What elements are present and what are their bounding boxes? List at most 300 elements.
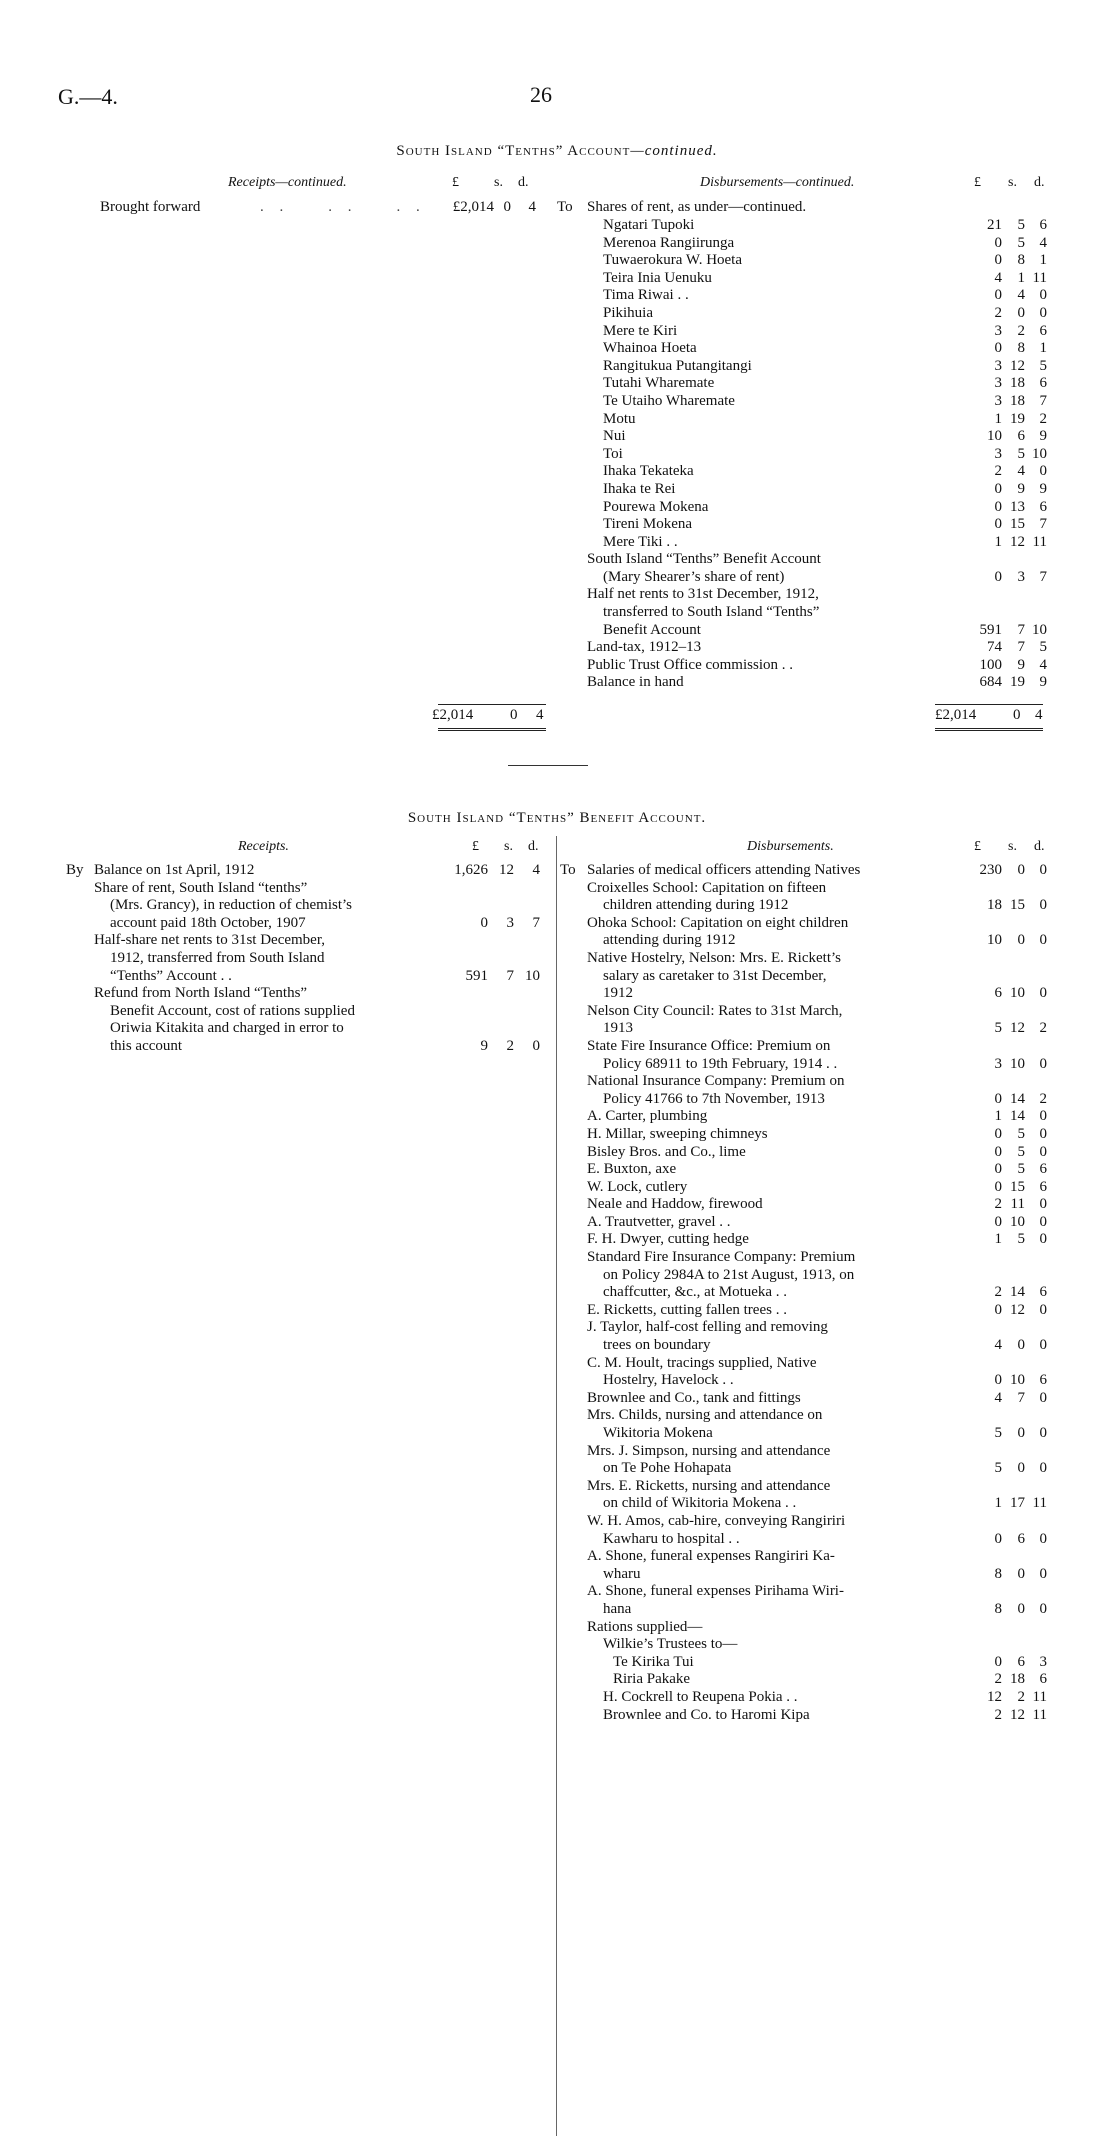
amount-pounds: 0	[994, 287, 1002, 304]
ledger-label: “Tenths” Account . .	[110, 967, 232, 984]
amount-shillings: 19	[1010, 410, 1025, 427]
ledger-label: Mrs. E. Ricketts, nursing and attendance	[587, 1477, 831, 1494]
ledger-line	[587, 1372, 1047, 1390]
amount-pounds: 0	[994, 1143, 1002, 1160]
ledger-line	[587, 1460, 1047, 1478]
amount-pounds: 0	[994, 1213, 1002, 1230]
ledger-label: Mrs. Childs, nursing and attendance on	[587, 1407, 823, 1424]
section2-receipts	[94, 862, 546, 1056]
amount-shillings: 5	[1017, 217, 1025, 233]
amount-shillings: 8	[1017, 340, 1025, 357]
ledger-label: Kawharu to hospital . .	[603, 1530, 740, 1547]
amount-shillings: 6	[1017, 428, 1025, 445]
amount-shillings: 10	[1010, 985, 1025, 1002]
ledger-label: Tuwaerokura W. Hoeta	[603, 252, 743, 269]
amount-shillings: 10	[1010, 1055, 1025, 1072]
ledger-label: Wikitoria Mokena	[603, 1425, 713, 1441]
amount-shillings: 10	[1010, 1213, 1025, 1230]
amount-shillings: 3	[1017, 568, 1025, 585]
amount-pence: 4	[528, 199, 536, 215]
ledger-label: Ngatari Tupoki	[603, 217, 695, 233]
ledger-line	[587, 1636, 1042, 1654]
amount-pounds: 100	[979, 656, 1002, 673]
amount-pounds: 0	[994, 516, 1002, 533]
amount-pence: 10	[1032, 445, 1047, 462]
ledger-line	[587, 1565, 1047, 1584]
amount-pounds: 0	[994, 480, 1002, 497]
ledger-label: Merenoa Rangiirunga	[603, 234, 735, 251]
amount-shillings: 5	[1017, 1231, 1025, 1248]
amount-pounds: 1	[994, 1495, 1002, 1512]
ledger-label: Riria Pakake	[613, 1671, 691, 1688]
ledger-label: Tima Riwai . .	[603, 287, 689, 304]
ledger-line	[587, 568, 1047, 587]
ledger-label: on Te Pohe Hohapata	[603, 1460, 732, 1477]
ledger-line	[587, 1495, 1047, 1513]
ledger-label: Half net rents to 31st December, 1912,	[587, 586, 819, 603]
ledger-line	[587, 1319, 1042, 1337]
ledger-line	[587, 392, 1047, 411]
amount-pounds: 1	[994, 1231, 1002, 1248]
page-number: 26	[530, 82, 552, 107]
amount-shillings: 12	[1010, 1706, 1025, 1723]
amount-pounds: 0	[994, 1653, 1002, 1670]
ledger-label: Balance on 1st April, 1912	[94, 862, 255, 878]
ledger-line	[587, 304, 1047, 323]
amount-pence: 6	[1039, 322, 1047, 339]
currency-shilling: s.	[504, 839, 513, 854]
amount-shillings: 1	[1017, 269, 1025, 286]
ledger-label: H. Millar, sweeping chimneys	[587, 1125, 768, 1142]
amount-pence: 0	[1039, 985, 1047, 1002]
ledger-line	[587, 1073, 1042, 1091]
ledger-line	[587, 915, 1042, 933]
currency-shilling: s.	[494, 175, 503, 190]
section1-disb-intro	[587, 199, 806, 217]
amount-shillings: 4	[1017, 287, 1025, 304]
ledger-line	[587, 1231, 1047, 1249]
ledger-label: E. Buxton, axe	[587, 1161, 677, 1178]
amount-shillings: 6	[1017, 1653, 1025, 1670]
amount-pounds: 5	[994, 1425, 1002, 1441]
amount-pence: 9	[1039, 674, 1047, 691]
amount-shillings: 7	[1017, 621, 1025, 638]
amount-shillings: 7	[506, 967, 514, 984]
amount-pence: 0	[1039, 897, 1047, 914]
disb-intro-text: Shares of rent, as under—continued.	[587, 199, 807, 215]
ledger-label: Brownlee and Co. to Haromi Kipa	[603, 1706, 810, 1723]
amount-pounds: 3	[994, 357, 1002, 374]
amount-shillings: 14	[1010, 1284, 1025, 1301]
ledger-line	[587, 1020, 1047, 1038]
amount-pence: 2	[1039, 410, 1047, 427]
ledger-line	[587, 410, 1047, 429]
ledger-label: Wilkie’s Trustees to—	[603, 1636, 738, 1653]
amount-pence: 6	[1039, 375, 1047, 392]
amount-pence: 2	[1039, 1020, 1047, 1037]
ledger-label: 1913	[603, 1020, 633, 1037]
amount-pounds: 0	[994, 1301, 1002, 1318]
ledger-line	[587, 1478, 1042, 1496]
ledger-label: (Mary Shearer’s share of rent)	[603, 568, 785, 585]
ledger-line	[587, 1389, 1047, 1408]
receipt-row	[100, 199, 545, 217]
amount-shillings: 14	[1010, 1090, 1025, 1107]
ledger-line	[587, 1143, 1047, 1162]
ledger-line	[587, 1688, 1047, 1707]
ledger-label: salary as caretaker to 31st December,	[603, 967, 827, 984]
amount-shillings: 0	[503, 199, 511, 215]
ledger-label: W. Lock, cutlery	[587, 1178, 688, 1195]
ledger-label: Oriwia Kitakita and charged in error to	[110, 1020, 344, 1037]
amount-pounds: 0	[994, 340, 1002, 357]
amount-pence: 3	[1039, 1653, 1047, 1670]
ledger-line	[587, 533, 1047, 552]
ledger-line	[587, 1407, 1042, 1425]
amount-pounds: 684	[979, 674, 1002, 691]
ledger-label: Balance in hand	[587, 674, 684, 691]
column-divider	[556, 836, 557, 2136]
ledger-line	[587, 1108, 1047, 1126]
ledger-label: Te Utaiho Wharemate	[603, 392, 735, 409]
ledger-line	[587, 880, 1042, 898]
section1-receipts	[100, 199, 545, 217]
ledger-label: on child of Wikitoria Mokena . .	[603, 1495, 797, 1512]
ledger-label: H. Cockrell to Reupena Pokia . .	[603, 1688, 798, 1705]
ledger-line	[587, 375, 1047, 393]
ledger-line	[587, 1038, 1042, 1056]
ledger-label: Nui	[603, 428, 626, 445]
amount-pounds: 2	[994, 304, 1002, 321]
amount-pounds: 0	[480, 914, 488, 931]
ledger-line	[587, 1003, 1042, 1021]
amount-pounds: 8	[994, 1600, 1002, 1617]
ledger-line	[587, 1249, 1042, 1267]
amount-pence: 6	[1039, 1178, 1047, 1195]
ledger-line	[587, 1178, 1047, 1197]
ledger-line	[587, 1513, 1042, 1531]
amount-shillings: 18	[1010, 392, 1025, 409]
amount-pounds: 3	[994, 445, 1002, 462]
amount-pence: 7	[1039, 568, 1047, 585]
ledger-line	[587, 252, 1047, 270]
amount-pounds: 230	[979, 862, 1002, 878]
ledger-label: Pourewa Mokena	[603, 498, 709, 515]
currency-pound: £	[472, 839, 479, 854]
ledger-line	[587, 674, 1047, 692]
amount-pounds: 0	[994, 234, 1002, 251]
ledger-line	[587, 1161, 1047, 1179]
ledger-line	[587, 463, 1047, 481]
ledger-label: Ohoka School: Capitation on eight children	[587, 914, 849, 931]
amount-shillings: 12	[1010, 533, 1025, 550]
ledger-label: 1912	[603, 985, 633, 1002]
ledger-label: wharu	[603, 1565, 641, 1582]
amount-pounds: 0	[994, 1530, 1002, 1547]
amount-pence: 4	[1039, 656, 1047, 673]
total-pence: 4	[1035, 707, 1043, 723]
amount-pence: 0	[1039, 1460, 1047, 1477]
ledger-label: Ihaka Tekateka	[603, 463, 694, 480]
amount-pence: 0	[1039, 1108, 1047, 1125]
amount-pence: 10	[1032, 621, 1047, 638]
amount-pounds: 8	[994, 1565, 1002, 1582]
amount-pounds: 0	[994, 498, 1002, 515]
amount-pounds: 5	[994, 1460, 1002, 1477]
amount-shillings: 5	[1017, 445, 1025, 462]
ledger-label: A. Shone, funeral expenses Rangiriri Ka-	[587, 1548, 835, 1565]
amount-shillings: 4	[1017, 463, 1025, 480]
amount-pence: 0	[1039, 1055, 1047, 1072]
amount-pence: 11	[1032, 1706, 1047, 1723]
amount-pence: 4	[532, 862, 540, 878]
amount-pounds: 0	[994, 1372, 1002, 1389]
ledger-line	[587, 932, 1047, 950]
amount-pence: 10	[525, 967, 540, 984]
amount-shillings: 0	[1017, 862, 1025, 878]
ledger-label: Nelson City Council: Rates to 31st March,	[587, 1002, 843, 1019]
ledger-line	[587, 551, 1042, 569]
amount-pounds: 1	[994, 410, 1002, 427]
amount-pounds: 1	[994, 1108, 1002, 1125]
ledger-line	[587, 445, 1047, 464]
total-shillings: 0	[510, 707, 518, 723]
currency-pound: £	[974, 839, 981, 854]
ledger-line	[587, 1619, 1042, 1637]
ledger-label: Mere te Kiri	[603, 322, 678, 339]
ledger-label: Croixelles School: Capitation on fifteen	[587, 879, 827, 896]
ledger-label: Public Trust Office commission . .	[587, 656, 793, 673]
amount-pounds: 74	[987, 639, 1002, 656]
ledger-line	[587, 357, 1047, 376]
amount-shillings: 15	[1010, 516, 1025, 533]
ledger-label: F. H. Dwyer, cutting hedge	[587, 1231, 749, 1248]
ledger-line	[587, 1425, 1047, 1443]
section1-total-rule-left	[438, 704, 546, 705]
ledger-label: (Mrs. Grancy), in reduction of chemist’s	[110, 897, 353, 914]
amount-pounds: 5	[994, 1020, 1002, 1037]
amount-pence: 1	[1039, 340, 1047, 357]
section1-title-caps: South Island “Tenths” Account	[396, 143, 631, 159]
amount-shillings: 5	[1017, 234, 1025, 251]
ledger-line	[94, 880, 546, 898]
amount-shillings: 7	[1017, 639, 1025, 656]
page-id: G.—4.	[58, 84, 118, 109]
currency-pence: d.	[518, 175, 529, 190]
ledger-label: Half-share net rents to 31st December,	[94, 932, 325, 949]
amount-shillings: 18	[1010, 1671, 1025, 1688]
ledger-label: Native Hostelry, Nelson: Mrs. E. Rickett’s	[587, 949, 841, 966]
section1-total-rule-right	[935, 704, 1043, 705]
amount-shillings: 0	[1017, 1600, 1025, 1617]
amount-shillings: 12	[1010, 1301, 1025, 1318]
amount-shillings: 17	[1010, 1495, 1025, 1512]
amount-pence: 1	[1039, 252, 1047, 269]
ledger-label: children attending during 1912	[603, 897, 789, 914]
amount-pounds: 2	[994, 463, 1002, 480]
ledger-line	[587, 1284, 1047, 1302]
receipt-label: Brought forward	[100, 199, 201, 215]
ledger-line	[587, 656, 1047, 675]
amount-pence: 6	[1039, 1161, 1047, 1178]
ledger-label: Teira Inia Uenuku	[603, 269, 712, 286]
ledger-label: on Policy 2984A to 21st August, 1913, on	[603, 1266, 855, 1283]
ledger-label: Hostelry, Havelock . .	[603, 1372, 734, 1389]
section2-to-label: To	[560, 862, 576, 878]
ledger-label: Refund from North Island “Tenths”	[94, 985, 308, 1002]
amount-pounds: 0	[994, 1161, 1002, 1178]
ledger-label: Bisley Bros. and Co., lime	[587, 1143, 746, 1160]
amount-pence: 0	[1039, 1565, 1047, 1582]
amount-pounds: 3	[994, 375, 1002, 392]
amount-shillings: 9	[1017, 480, 1025, 497]
amount-pounds: 0	[994, 252, 1002, 269]
amount-pence: 0	[1039, 1143, 1047, 1160]
amount-shillings: 5	[1017, 1161, 1025, 1178]
ledger-label: 1912, transferred from South Island	[110, 949, 325, 966]
ledger-line	[587, 1355, 1042, 1373]
ledger-label: Toi	[603, 445, 623, 462]
ledger-label: Rangitukua Putangitangi	[603, 357, 752, 374]
amount-pence: 6	[1039, 1284, 1047, 1301]
amount-pence: 0	[1039, 1389, 1047, 1406]
ledger-label: National Insurance Company: Premium on	[587, 1073, 845, 1090]
amount-shillings: 6	[1017, 1530, 1025, 1547]
ledger-line	[587, 862, 1047, 880]
amount-pence: 0	[1039, 1301, 1047, 1318]
ledger-label: Tireni Mokena	[603, 516, 693, 533]
section1-to-label: To	[557, 199, 573, 215]
ledger-line	[94, 862, 546, 880]
ledger-line	[587, 586, 1042, 604]
ledger-line	[587, 621, 1047, 640]
ledger-line	[94, 897, 546, 915]
ledger-line	[94, 1003, 546, 1021]
ledger-label: Share of rent, South Island “tenths”	[94, 879, 308, 896]
amount-pence: 0	[1039, 1196, 1047, 1213]
ledger-line	[587, 1530, 1047, 1549]
ledger-line	[587, 516, 1047, 534]
amount-shillings: 2	[1017, 322, 1025, 339]
amount-pounds: 2	[994, 1706, 1002, 1723]
amount-pence: 0	[1039, 1337, 1047, 1354]
ledger-label: Motu	[603, 410, 636, 427]
ledger-label: A. Shone, funeral expenses Pirihama Wiri-	[587, 1583, 844, 1600]
amount-pounds: 2	[994, 1284, 1002, 1301]
ledger-line	[587, 968, 1042, 986]
amount-pence: 4	[1039, 234, 1047, 251]
ledger-label: Ihaka te Rei	[603, 480, 676, 497]
amount-pounds: 10	[987, 428, 1002, 445]
section2-disb-header: Disbursements.	[747, 839, 834, 854]
amount-pence: 0	[1039, 463, 1047, 480]
ledger-line	[587, 322, 1047, 341]
amount-pence: 0	[1039, 304, 1047, 321]
amount-pounds: 0	[994, 568, 1002, 585]
ledger-line	[587, 498, 1047, 517]
amount-pounds: 10	[987, 932, 1002, 949]
amount-pounds: 591	[979, 621, 1002, 638]
amount-pence: 0	[1039, 1213, 1047, 1230]
amount-pounds: 12	[987, 1688, 1002, 1705]
amount-shillings: 0	[1017, 932, 1025, 949]
amount-pence: 0	[1039, 1600, 1047, 1617]
ledger-label: Salaries of medical officers attending Natives	[587, 862, 861, 878]
amount-pounds: 4	[994, 1389, 1002, 1406]
ledger-line	[94, 1038, 546, 1056]
ledger-line	[587, 1301, 1047, 1320]
ledger-label: Standard Fire Insurance Company: Premium	[587, 1249, 856, 1266]
ledger-label: A. Trautvetter, gravel . .	[587, 1213, 731, 1230]
leader-dots: . . . . . .	[260, 199, 426, 215]
total-pence: 4	[536, 707, 544, 723]
ledger-line	[587, 604, 1042, 622]
amount-pence: 6	[1039, 498, 1047, 515]
amount-shillings: 0	[1017, 1425, 1025, 1441]
currency-shilling: s.	[1008, 175, 1017, 190]
section-divider	[508, 765, 588, 766]
amount-pence: 5	[1039, 357, 1047, 374]
ledger-label: Mrs. J. Simpson, nursing and attendance	[587, 1442, 831, 1459]
ledger-label: Mere Tiki . .	[603, 533, 678, 550]
amount-pence: 6	[1039, 1671, 1047, 1688]
ledger-label: Whainoa Hoeta	[603, 340, 697, 357]
ledger-label: chaffcutter, &c., at Motueka . .	[603, 1284, 788, 1301]
amount-pence: 9	[1039, 480, 1047, 497]
total-pounds: £2,014	[935, 707, 977, 723]
ledger-line	[587, 1090, 1047, 1109]
amount-pence: 5	[1039, 639, 1047, 656]
ledger-label: hana	[603, 1600, 632, 1617]
currency-pence: d.	[1034, 839, 1045, 854]
ledger-line	[94, 932, 546, 950]
ledger-line	[587, 287, 1047, 305]
ledger-line	[587, 1213, 1047, 1232]
ledger-line	[94, 968, 546, 986]
amount-pounds: 3	[994, 392, 1002, 409]
ledger-label: trees on boundary	[603, 1337, 711, 1354]
amount-shillings: 2	[506, 1037, 514, 1054]
ledger-label: State Fire Insurance Office: Premium on	[587, 1037, 831, 1054]
amount-shillings: 15	[1010, 897, 1025, 914]
section2-receipts-header: Receipts.	[238, 839, 289, 854]
section1-receipts-header: Receipts—continued.	[228, 175, 347, 190]
amount-pence: 11	[1032, 1495, 1047, 1512]
amount-pence: 0	[532, 1037, 540, 1054]
ledger-label: Neale and Haddow, firewood	[587, 1196, 763, 1213]
amount-shillings: 18	[1010, 375, 1025, 392]
amount-pence: 0	[1039, 932, 1047, 949]
ledger-label: C. M. Hoult, tracings supplied, Native	[587, 1354, 817, 1371]
amount-pounds: 3	[994, 322, 1002, 339]
ledger-line	[587, 1600, 1047, 1619]
amount-pence: 9	[1039, 428, 1047, 445]
amount-pence: 0	[1039, 1231, 1047, 1248]
ledger-label: J. Taylor, half-cost felling and removing	[587, 1319, 828, 1336]
amount-pence: 7	[532, 914, 540, 931]
amount-pence: 0	[1039, 1425, 1047, 1441]
currency-pence: d.	[528, 839, 539, 854]
ledger-label: transferred to South Island “Tenths”	[603, 604, 820, 621]
amount-shillings: 0	[1017, 1337, 1025, 1354]
amount-shillings: 9	[1017, 656, 1025, 673]
section2-by-label: By	[66, 862, 84, 878]
amount-pence: 2	[1039, 1090, 1047, 1107]
amount-shillings: 12	[499, 862, 514, 878]
amount-pence: 11	[1032, 533, 1047, 550]
amount-pounds: 2	[994, 1196, 1002, 1213]
amount-shillings: 0	[1017, 304, 1025, 321]
